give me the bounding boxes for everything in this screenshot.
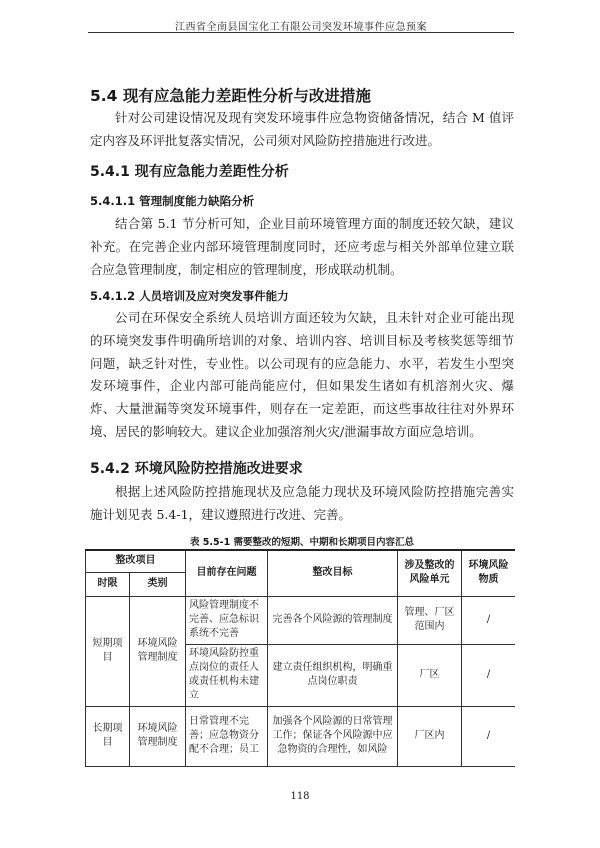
header-target: 整改目标 (268, 550, 398, 596)
table-caption: 表 5.5-1 需要整改的短期、中期和长期项目内容汇总 (190, 537, 414, 548)
table-row (86, 596, 516, 644)
header-material: 环境风险物质 (462, 550, 516, 596)
cell-issue: 风险管理制度不完善、应急标识系统不完善 (186, 596, 268, 644)
page-number: 118 (290, 791, 310, 802)
cell-material: / (462, 596, 516, 644)
cell-period: 短期项目 (86, 596, 130, 706)
cell-target: 完善各个风险源的管理制度 (268, 596, 398, 644)
cell-material: / (462, 706, 516, 766)
cell-issue: 环境风险防控重点岗位的责任人或责任机构未建立 (186, 644, 268, 706)
header-issue: 目前存在问题 (186, 550, 268, 596)
section-5-4-1-1-heading: 5.4.1.1 管理制度能力缺陷分析 (90, 194, 255, 208)
section-5-4-1-2-body: 公司在环保安全系统人员培训方面还较为欠缺，且未针对企业可能出现的环境突发事件明确所培训的对象、培训内容、培训目标及考核奖惩等细节问题，缺乏针对性，专业性。以公司现有的应急能力、水平，若发生小型突发环境事件，企业内部可能尚能应付，但如果发生诸如有机溶剂火灾、爆炸、大量泄漏等突发环境事件，则存在一定差距，而这些事故往往对外界环境、居民的影响较大。建议企业加强溶剂火灾/泄漏事故方面应急培训。 (90, 310, 514, 439)
cell-unit: 厂区内 (398, 706, 462, 766)
cell-unit: 厂区 (398, 644, 462, 706)
section-5-4-2-heading: 5.4.2 环境风险防控措施改进要求 (90, 461, 303, 477)
header-title: 江西省全南县国宝化工有限公司突发环境事件应急预案 (175, 22, 427, 33)
header-group: 整改项目 (86, 550, 186, 572)
section-5-4-1-2-heading: 5.4.1.2 人员培训及应对突发事件能力 (90, 289, 289, 303)
header-rule (88, 32, 514, 33)
table-row (86, 706, 516, 766)
cell-issue: 日常管理不完善；应急物资分配不合理；员工 (186, 706, 268, 766)
section-5-4-1-1-body: 结合第 5.1 节分析可知，企业目前环境管理方面的制度还较欠缺，建议补充。在完善企业内部环境管理制度同时，还应考虑与相关外部单位建立联合应急管理制度，制定相应的管理制度，形成联动机制。 (90, 216, 514, 277)
cell-category: 环境风险管理制度 (130, 596, 186, 706)
cell-unit: 管理、厂区范围内 (398, 596, 462, 644)
cell-target: 加强各个风险源的日常管理工作；保证各个风险源中应急物资的合理性，如风险 (268, 706, 398, 766)
header-unit: 涉及整改的风险单元 (398, 550, 462, 596)
header-category: 类别 (130, 572, 186, 596)
section-5-4-intro: 针对公司建设情况及现有突发环境事件应急物资储备情况，结合 M 值评定内容及环评批复落实情况，公司须对风险防控措施进行改进。 (90, 110, 514, 148)
rectification-table (85, 549, 515, 781)
section-5-4-2-body: 根据上述风险防控措施现状及应急能力现状及环境风险防控措施完善实施计划见表 5.4-1，建议遵照进行改进、完善。 (90, 484, 514, 522)
cell-category: 环境风险管理制度 (130, 706, 186, 766)
cell-target: 建立责任组织机构，明确重点岗位职责 (268, 644, 398, 706)
header-period: 时限 (86, 572, 130, 596)
section-5-4-heading: 5.4 现有应急能力差距性分析与改进措施 (90, 87, 371, 105)
section-5-4-1-heading: 5.4.1 现有应急能力差距性分析 (90, 164, 289, 180)
cell-material: / (462, 644, 516, 706)
cell-period: 长期项目 (86, 706, 130, 766)
